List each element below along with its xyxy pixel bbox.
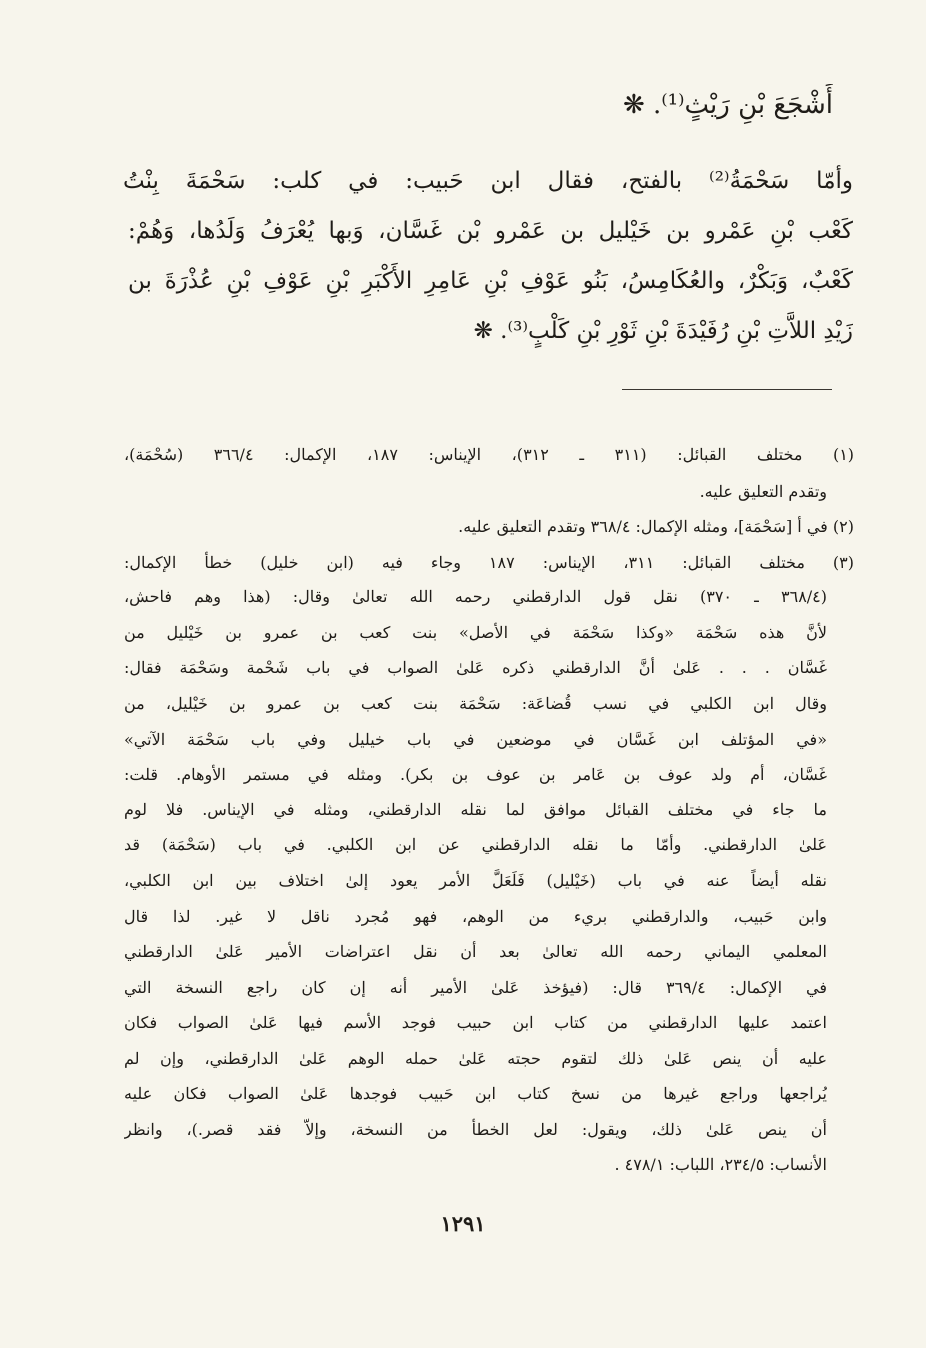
footnote-line: في الإكمال: ٣٦٩/٤ قال: (فيؤخذ عَلىٰ الأمير أنه إن كان راجع النسخة التي	[124, 978, 827, 997]
footnote-line: المعلمي اليماني رحمه الله تعالىٰ بعد أن نقل اعتراضات الأمير عَلىٰ الدارقطني	[124, 942, 827, 961]
footnote-line: (٣) مختلف القبائل: ٣١١، الإيناس: ١٨٧ وجاء فيه (ابن خليل) خطأ الإكمال:	[124, 553, 854, 572]
footnote-line: (١) مختلف القبائل: (٣١١ ـ ٣١٢)، الإيناس: ١٨٧، الإكمال: ٣٦٦/٤ (سُحْمَة)،	[124, 445, 854, 464]
entry-header-line: أَشْجَعَ بْنِ رَيْثٍ⁽¹⁾. ❋	[622, 90, 833, 120]
footnote-line: الأنساب: ٢٣٤/٥، اللباب: ٤٧٨/١ .	[614, 1155, 827, 1174]
footnote-line: وتقدم التعليق عليه.	[699, 482, 827, 501]
footnote-line: عَلىٰ الدارقطني. وأمّا ما نقله الدارقطني عن ابن الكلبي. في باب (سَحْمَة) قد	[124, 835, 827, 854]
entry-line-3: كَعْبٌ، وَبَكْرٌ، والعُكَامِسُ، بَنُو عَوْفِ بْنِ عَامِرِ الأَكْبَرِ بْنِ عَوْفِ بْنِ عُذْرَةَ بن	[128, 268, 853, 294]
footnote-line: غَسَّان . . . عَلىٰ أنَّ الدارقطني ذكره عَلىٰ الصواب في باب شَحْمة وسَحْمَة فقال:	[124, 658, 827, 677]
footnote-line: أن ينص عَلىٰ ذلك، ويقول: لعل الخطأ من النسخة، وإلاّ فقد قصر.)، وانظر	[124, 1120, 827, 1139]
footnote-line: وابن حَبيب، والدارقطني بريء من الوهم، فهو مُجرد ناقل لا غير. لذا قال	[124, 907, 827, 926]
footnote-line: نقله أيضاً عنه في باب (خَيْليل) فَلَعَلَّ الأمر يعود إلىٰ اختلاف بين ابن الكلبي،	[124, 871, 827, 890]
page-number: ١٢٩١	[440, 1211, 486, 1236]
footnote-line: عليه أن ينص عَلىٰ ذلك لتقوم حجته عَلىٰ حمله الوهم عَلىٰ الدارقطني، وإن لم	[124, 1049, 827, 1068]
footnote-line: وقال ابن الكلبي في نسب قُضاعَة: سَحْمَة بنت كعب بن عمرو بن خَيْليل، من	[124, 694, 827, 713]
footnote-line: ما جاء في مختلف القبائل موافق لما نقله الدارقطني، ومثله في الإيناس. فلا لوم	[124, 800, 827, 819]
footnote-line: اعتمد عليها الدارقطني من كتاب ابن حبيب فوجد الأسم فيها عَلىٰ الصواب فكان	[124, 1013, 827, 1032]
footnote-line: «في المؤتلف ابن غَسَّان في موضعين في باب خيليل وفي باب سَحْمَة الآتي»	[124, 730, 827, 749]
footnote-line: (٣٦٨/٤ ـ ٣٧٠) نقل قول الدارقطني رحمه الله تعالىٰ وقال: (هذا وهم فاحش،	[124, 587, 827, 606]
entry-line-1: وأمّا سَحْمَةُ⁽²⁾ بالفتح، فقال ابن حَبيب: في كلب: سَحْمَةَ بِنْتُ	[123, 168, 853, 194]
footnote-line: يُراجعها وراجع غيرها من نسخ كتاب ابن حَبيب فوجدها عَلىٰ الصواب فكان عليه	[124, 1084, 827, 1103]
entry-line-2: كَعْب بْنِ عَمْرو بن خَيْليل بن عَمْرو بْن غَسَّان، وَبها يُعْرَفُ وَلَدُها، وَهُمْ:	[128, 218, 853, 244]
footnote-line: غَسَّان، أم ولد عوف بن عَامر بن عوف بن بكر). ومثله في مستمر الأوهام. قلت:	[124, 765, 827, 784]
footnote-line: (٢) في أ [سَحْمَة]، ومثله الإكمال: ٣٦٨/٤ وتقدم التعليق عليه.	[458, 517, 854, 536]
footnote-line: لأنَّ هذه سَحْمَة «وكذا سَحْمَة في الأصل» بنت كعب بن عمرو بن خَيْليل من	[124, 623, 827, 642]
entry-line-4: زَيْدِ اللاَّتِ بْنِ رُفَيْدَةَ بْنِ ثَوْرِ بْنِ كَلْبٍ⁽³⁾. ❋	[473, 318, 853, 344]
footnote-separator	[622, 389, 832, 390]
